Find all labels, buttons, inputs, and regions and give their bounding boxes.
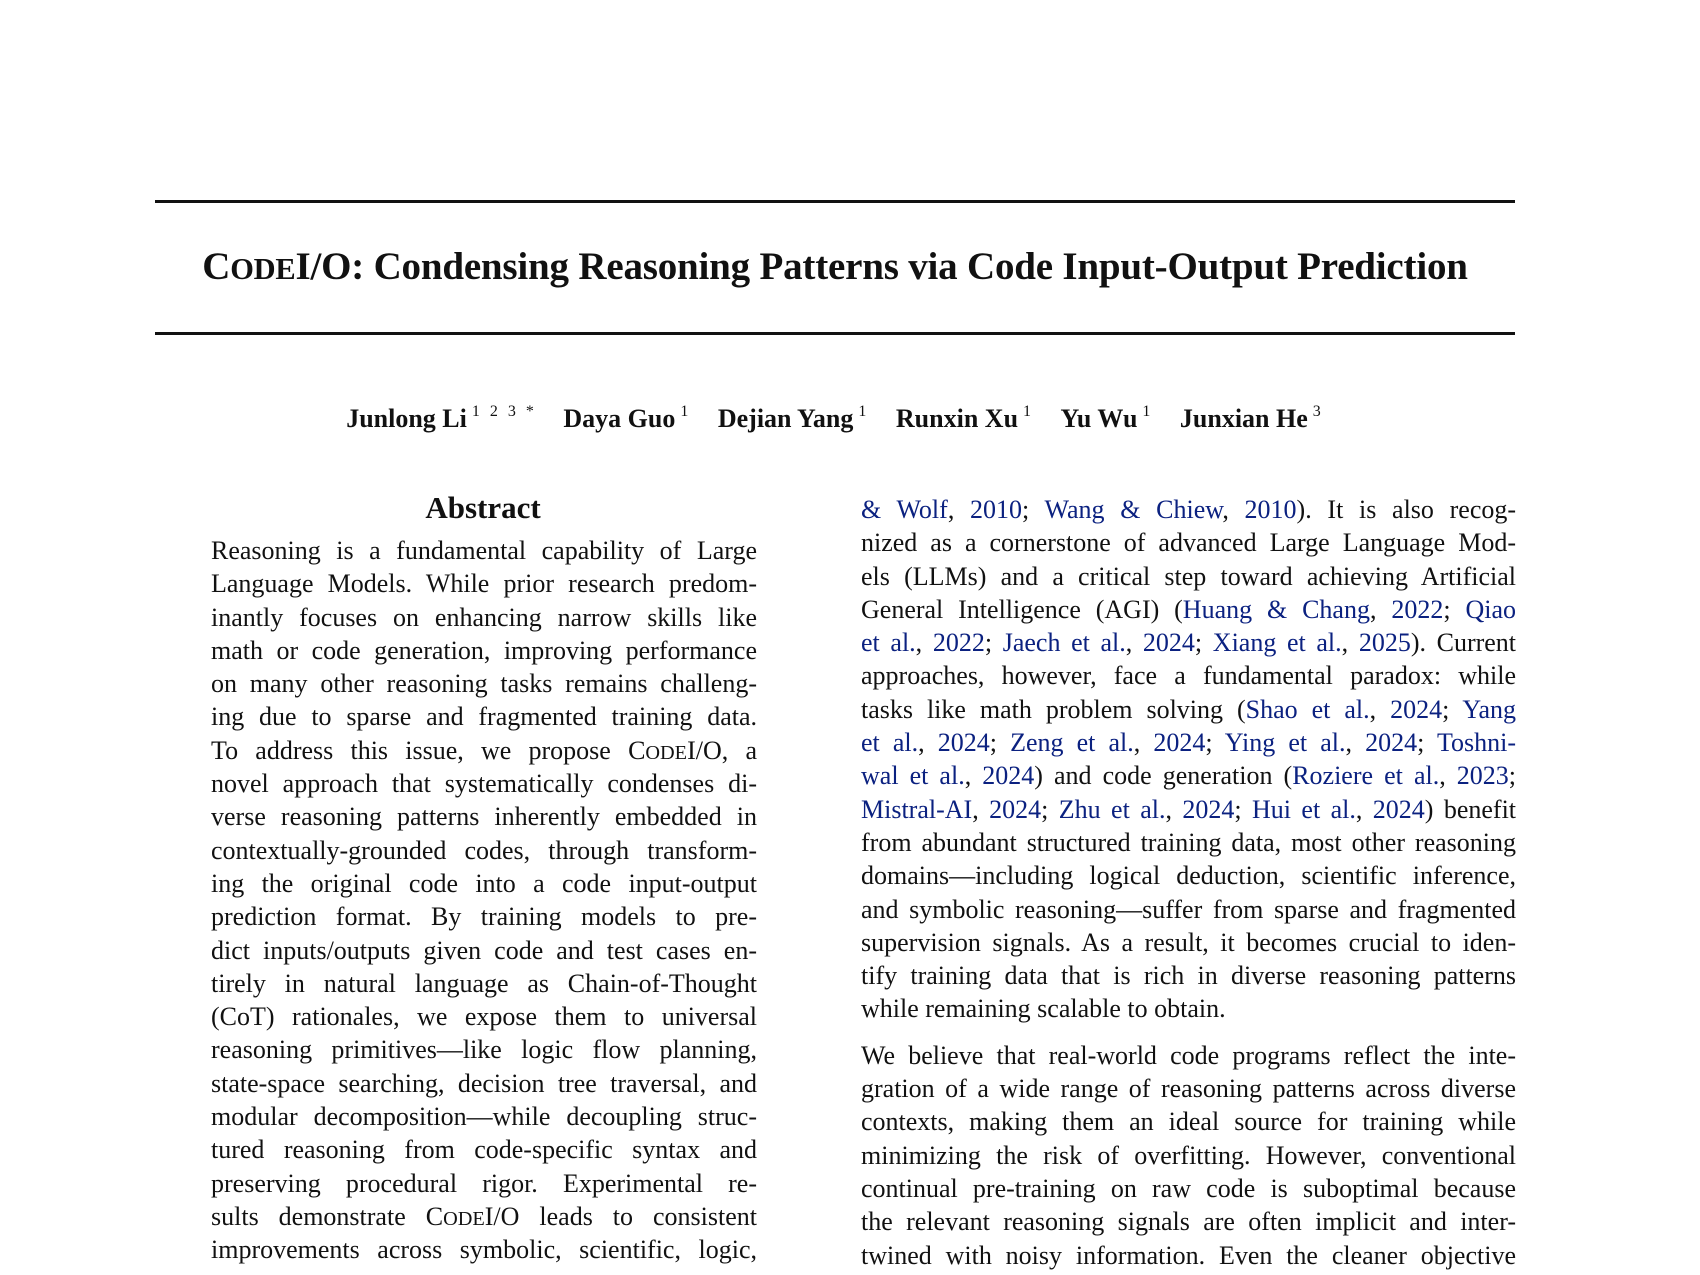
body-line: et al., 2022; Jaech et al., 2024; Xiang et al., 2025). Current (861, 628, 1516, 658)
abstract-line: Language Models. While prior research predom- (211, 569, 757, 599)
paper-title (155, 243, 1515, 293)
citation-link[interactable]: et al. (861, 728, 919, 758)
abstract-line: tirely in natural language as Chain-of-Thought (211, 968, 757, 998)
citation-link[interactable]: Shao et al. (1245, 694, 1370, 724)
title-name-io: I/O (295, 245, 352, 288)
abstract-line: reasoning primitives—like logic flow planning, (211, 1035, 757, 1065)
body-line: and symbolic reasoning—suffer from sparse and fragmented (861, 894, 1516, 924)
body-line: tasks like math problem solving (Shao et al., 2024; Yang (861, 694, 1516, 724)
author-affiliation: 1 2 3 * (471, 403, 537, 420)
citation-link[interactable]: Roziere et al. (1292, 761, 1440, 791)
abstract-line: on many other reasoning tasks remains challeng- (211, 669, 757, 699)
citation-link[interactable]: 2022 (932, 628, 985, 658)
body-line: contexts, making them an ideal source for training while (861, 1107, 1516, 1137)
abstract-heading: Abstract (425, 490, 541, 525)
abstract-line: inantly focuses on enhancing narrow skills like (211, 602, 757, 632)
abstract-line: dict inputs/outputs given code and test cases en- (211, 935, 757, 965)
citation-link[interactable]: 2023 (1456, 761, 1509, 791)
author-affiliation: 1 (680, 403, 692, 420)
citation-link[interactable]: 2010 (1244, 495, 1297, 524)
body-line: continual pre-training on raw code is suboptimal because (861, 1173, 1516, 1203)
citation-link[interactable]: 2024 (1182, 794, 1235, 824)
title-rest: : Condensing Reasoning Patterns via Code Input-Output Prediction (351, 245, 1468, 288)
author-name: Junxian He (1179, 404, 1308, 433)
body-line: nized as a cornerstone of advanced Large Language Mod- (861, 528, 1516, 558)
method-name: CODEI/O (628, 735, 722, 765)
citation-link[interactable]: 2024 (1153, 728, 1206, 758)
author-list (155, 395, 1515, 436)
body-line: the relevant reasoning signals are often implicit and inter- (861, 1207, 1516, 1237)
paragraph-gap (861, 1026, 1516, 1039)
citation-link[interactable]: Zeng et al. (1010, 728, 1134, 758)
citation-link[interactable]: 2025 (1358, 628, 1411, 658)
title-name-ode: ODE (230, 252, 296, 286)
author (1061, 395, 1154, 436)
body-line: General Intelligence (AGI) (Huang & Chang, 2022; Qiao (861, 594, 1516, 624)
body-line: et al., 2024; Zeng et al., 2024; Ying et al., 2024; Toshni- (861, 728, 1516, 758)
author (563, 395, 691, 436)
abstract-line: novel approach that systematically condenses di- (211, 769, 757, 799)
body-line: wal et al., 2024) and code generation (Roziere et al., 2023; (861, 761, 1516, 791)
citation-link[interactable]: 2024 (1390, 694, 1443, 724)
citation-link[interactable]: Xiang et al. (1212, 628, 1342, 658)
author-affiliation: 1 (1142, 403, 1154, 420)
abstract-line: state-space searching, decision tree traversal, and (211, 1068, 757, 1098)
body-line: minimizing the risk of overfitting. However, conventional (861, 1140, 1516, 1170)
abstract-line: verse reasoning patterns inherently embedded in (211, 802, 757, 832)
body-line: & Wolf, 2010; Wang & Chiew, 2010). It is also recog- (861, 495, 1516, 524)
body-line: els (LLMs) and a critical step toward achieving Artificial (861, 561, 1516, 591)
citation-link[interactable]: 2022 (1391, 594, 1444, 624)
citation-link[interactable]: Wang & Chiew (1044, 495, 1223, 524)
citation-link[interactable]: Ying et al. (1224, 728, 1346, 758)
abstract-line: ing the original code into a code input-output (211, 868, 757, 898)
body-line: We believe that real-world code programs reflect the inte- (861, 1040, 1516, 1070)
body-line: supervision signals. As a result, it becomes crucial to iden- (861, 927, 1516, 957)
citation-link[interactable]: Toshni- (1436, 728, 1516, 758)
citation-link[interactable]: 2024 (1372, 794, 1425, 824)
citation-link[interactable]: 2024 (989, 794, 1042, 824)
author (1180, 395, 1324, 436)
author-name: Yu Wu (1060, 404, 1138, 433)
abstract-line: contextually-grounded codes, through transform- (211, 835, 757, 865)
author-name: Runxin Xu (895, 404, 1019, 433)
abstract-line: modular decomposition—while decoupling struc- (211, 1102, 757, 1132)
author (718, 395, 870, 436)
author-name: Dejian Yang (717, 404, 854, 433)
body-line: approaches, however, face a fundamental paradox: while (861, 661, 1516, 691)
abstract-line: To address this issue, we propose CODEI/O, a (211, 735, 757, 765)
citation-link[interactable]: & Wolf (861, 495, 948, 524)
title-top-rule (155, 200, 1515, 203)
abstract-line: (CoT) rationales, we expose them to universal (211, 1002, 757, 1032)
body-line: while remaining scalable to obtain. (861, 994, 1226, 1024)
citation-link[interactable]: Jaech et al. (1002, 628, 1126, 658)
author-affiliation: 1 (1023, 403, 1035, 420)
abstract-body (211, 534, 757, 1267)
abstract-line: tured reasoning from code-specific syntax and (211, 1135, 757, 1165)
citation-link[interactable]: Qiao (1465, 594, 1516, 624)
citation-link[interactable]: 2024 (1142, 628, 1195, 658)
citation-link[interactable]: Yang (1462, 694, 1516, 724)
author-name: Daya Guo (563, 404, 676, 433)
body-line: Mistral-AI, 2024; Zhu et al., 2024; Hui et al., 2024) benefit (861, 794, 1516, 824)
citation-link[interactable]: 2010 (970, 495, 1023, 524)
citation-link[interactable]: Huang & Chang (1182, 594, 1370, 624)
citation-link[interactable]: et al. (861, 628, 916, 658)
author-affiliation: 3 (1312, 403, 1324, 420)
intro-paragraph-2 (861, 1039, 1516, 1272)
abstract-line: improvements across symbolic, scientific, logic, (211, 1235, 757, 1265)
citation-link[interactable]: 2024 (1365, 728, 1418, 758)
abstract-line: math or code generation, improving performance (211, 635, 757, 665)
author-affiliation: 1 (858, 403, 870, 420)
abstract-line: ing due to sparse and fragmented training data. (211, 702, 757, 732)
intro-column (861, 493, 1516, 1272)
author (896, 395, 1034, 436)
title-name-c: C (202, 245, 231, 288)
abstract-line: preserving procedural rigor. Experimental re- (211, 1168, 757, 1198)
author-name: Junlong Li (346, 404, 467, 433)
citation-link[interactable]: Hui et al. (1252, 794, 1356, 824)
citation-link[interactable]: 2024 (937, 728, 990, 758)
body-line: from abundant structured training data, most other reasoning (861, 827, 1516, 857)
citation-link[interactable]: wal et al. (861, 761, 965, 791)
title-bottom-rule (155, 332, 1515, 335)
author (346, 395, 537, 436)
intro-paragraph-1 (861, 493, 1516, 1026)
citation-link[interactable]: 2024 (982, 761, 1035, 791)
abstract-line: Reasoning is a fundamental capability of Large (211, 536, 757, 565)
citation-link[interactable]: Mistral-AI (861, 794, 973, 824)
abstract-line: sults demonstrate CODEI/O leads to consistent (211, 1201, 757, 1231)
method-name: CODEI/O (425, 1201, 520, 1231)
body-line: gration of a wide range of reasoning patterns across diverse (861, 1074, 1516, 1104)
body-line: twined with noisy information. Even the cleaner objective (861, 1240, 1516, 1270)
body-line: tify training data that is rich in diverse reasoning patterns (861, 961, 1516, 991)
abstract-line: prediction format. By training models to pre- (211, 902, 757, 932)
citation-link[interactable]: Zhu et al. (1058, 794, 1166, 824)
body-line: domains—including logical deduction, scientific inference, (861, 861, 1516, 891)
